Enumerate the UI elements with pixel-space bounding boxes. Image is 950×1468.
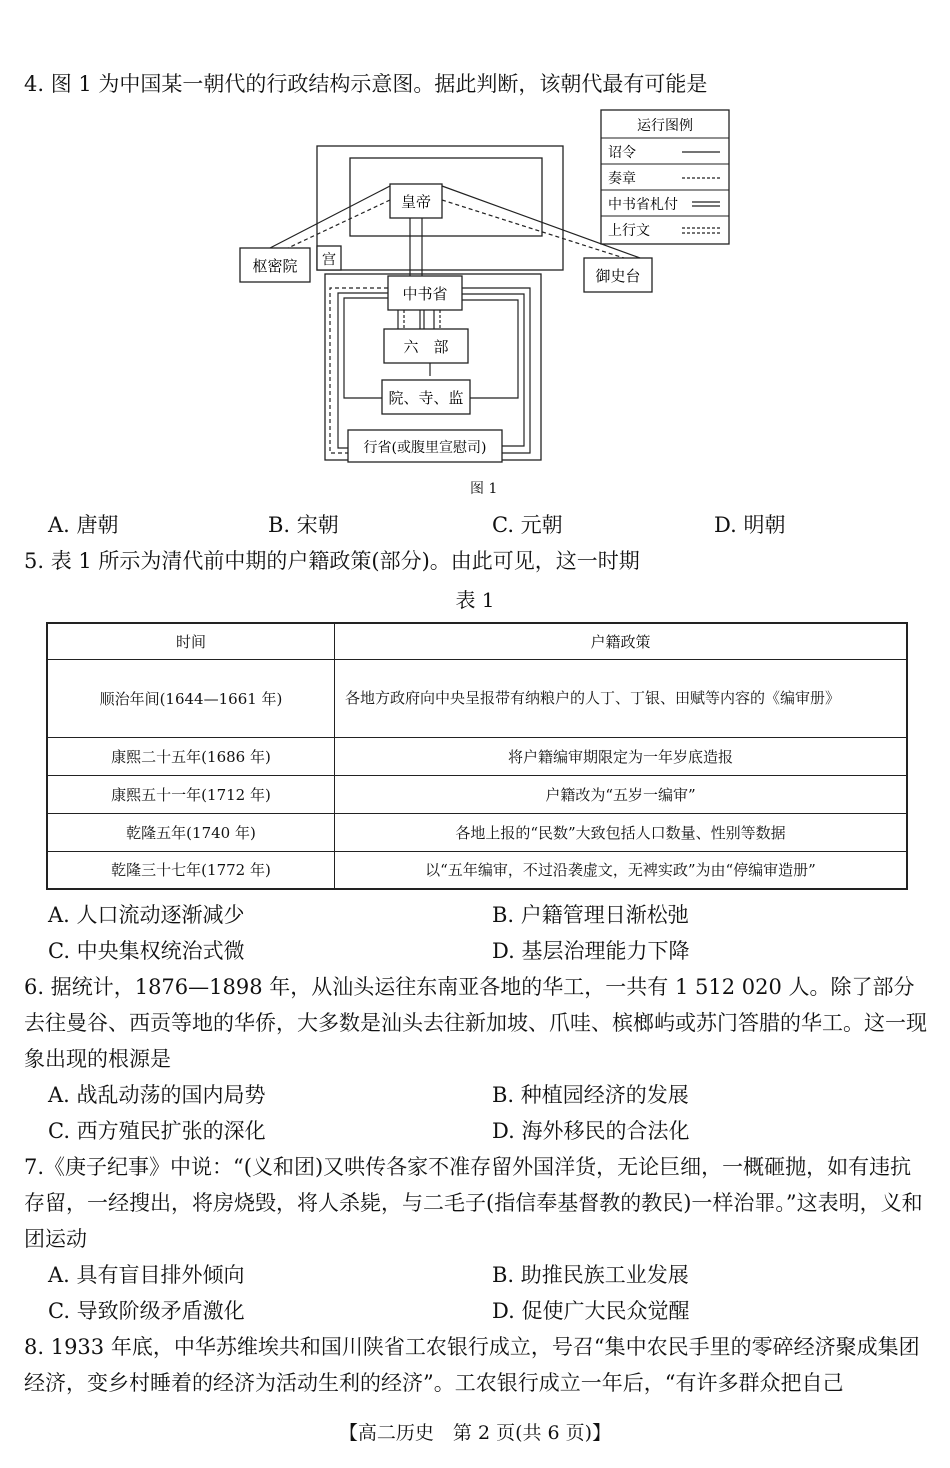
q6-option-c[interactable]: C. 西方殖民扩张的深化 (48, 1119, 266, 1143)
q7-stem: 7.《庚子纪事》中说：“(义和团)又哄传各家不准存留外国洋货，无论巨细，一概砸抛，如有违抗存留，一经搜出，将房烧毁，将人杀毙，与二毛子(指信奉基督教的教民)一样治罪。”这表明，义和团运动 (24, 1155, 923, 1251)
household-policy-table (46, 622, 908, 890)
legend-item-upward-document: 上行文 (608, 223, 650, 239)
shumiyuan-box: 枢密院 (252, 257, 298, 275)
q6-option-a[interactable]: A. 战乱动荡的国内局势 (48, 1083, 266, 1107)
xingsheng-box: 行省(或腹里宣慰司) (363, 440, 487, 456)
legend-title: 运行图例 (637, 118, 693, 134)
legend-item-edict: 诏令 (608, 145, 636, 161)
administrative-structure-diagram (230, 108, 740, 468)
table-row (47, 851, 907, 889)
q4-option-d[interactable]: D. 明朝 (714, 513, 786, 537)
q6-option-b[interactable]: B. 种植园经济的发展 (492, 1083, 689, 1107)
legend-item-zhongshu-order: 中书省札付 (608, 197, 678, 213)
table-cell-time: 乾隆五年(1740 年) (47, 813, 335, 851)
q6-stem: 6. 据统计，1876—1898 年，从汕头运往东南亚各地的华工，一共有 1 512 020 人。除了部分去往曼谷、西贡等地的华侨，大多数是汕头去往新加坡、爪哇、槟榔屿或苏门答腊的华工。这一现象出现的根源是 (24, 975, 927, 1071)
q7-option-d[interactable]: D. 促使广大民众觉醒 (492, 1299, 690, 1323)
table-cell-time: 顺治年间(1644—1661 年) (47, 659, 335, 737)
q5-option-c[interactable]: C. 中央集权统治式微 (48, 939, 245, 963)
figure-caption: 图 1 (470, 481, 498, 497)
legend-item-memorial: 奏章 (608, 171, 636, 187)
q5-option-d[interactable]: D. 基层治理能力下降 (492, 939, 690, 963)
table-row (47, 813, 907, 851)
q7-option-a[interactable]: A. 具有盲目排外倾向 (48, 1263, 245, 1287)
liubu-box: 六 部 (403, 338, 449, 356)
q8-stem: 8. 1933 年底，中华苏维埃共和国川陕省工农银行成立，号召“集中农民手里的零碎经济聚成集团经济，变乡村睡着的经济为活动生利的经济”。工农银行成立一年后，“有许多群众把自己 (24, 1335, 920, 1395)
table-cell-policy: 将户籍编审期限定为一年岁底造报 (335, 737, 908, 775)
table-header-time: 时间 (47, 623, 335, 659)
yuansijian-box: 院、寺、监 (388, 389, 464, 407)
table-cell-policy: 各地方政府向中央呈报带有纳粮户的人丁、丁银、田赋等内容的《编审册》 (335, 659, 908, 737)
table-title: 表 1 (455, 588, 495, 612)
palace-label: 宫 (322, 252, 336, 268)
table-row (47, 775, 907, 813)
q4-option-c[interactable]: C. 元朝 (492, 513, 563, 537)
q6-option-d[interactable]: D. 海外移民的合法化 (492, 1119, 690, 1143)
q5-option-a[interactable]: A. 人口流动逐渐减少 (48, 903, 245, 927)
table-cell-policy: 户籍改为“五岁一编审” (335, 775, 908, 813)
q4-option-a[interactable]: A. 唐朝 (48, 513, 119, 537)
zhongshusheng-box: 中书省 (402, 285, 448, 303)
table-cell-policy: 以“五年编审，不过沿袭虚文，无裨实政”为由“停编审造册” (335, 851, 908, 889)
q4-option-b[interactable]: B. 宋朝 (268, 513, 339, 537)
q5-option-b[interactable]: B. 户籍管理日渐松弛 (492, 903, 689, 927)
yushitai-box: 御史台 (595, 267, 641, 285)
table-header-policy: 户籍政策 (335, 623, 908, 659)
page-footer: 【高二历史 第 2 页(共 6 页)】 (338, 1422, 612, 1444)
q5-stem: 5. 表 1 所示为清代前中期的户籍政策(部分)。由此可见，这一时期 (24, 549, 640, 573)
q7-option-c[interactable]: C. 导致阶级矛盾激化 (48, 1299, 245, 1323)
q7-option-b[interactable]: B. 助推民族工业发展 (492, 1263, 689, 1287)
table-row (47, 737, 907, 775)
palace-inner-frame (350, 158, 542, 236)
q4-stem: 4. 图 1 为中国某一朝代的行政结构示意图。据此判断，该朝代最有可能是 (24, 72, 708, 96)
table-cell-time: 康熙二十五年(1686 年) (47, 737, 335, 775)
table-cell-time: 乾隆三十七年(1772 年) (47, 851, 335, 889)
table-row (47, 659, 907, 737)
table-cell-policy: 各地上报的“民数”大致包括人口数量、性别等数据 (335, 813, 908, 851)
emperor-box: 皇帝 (400, 193, 432, 211)
table-cell-time: 康熙五十一年(1712 年) (47, 775, 335, 813)
